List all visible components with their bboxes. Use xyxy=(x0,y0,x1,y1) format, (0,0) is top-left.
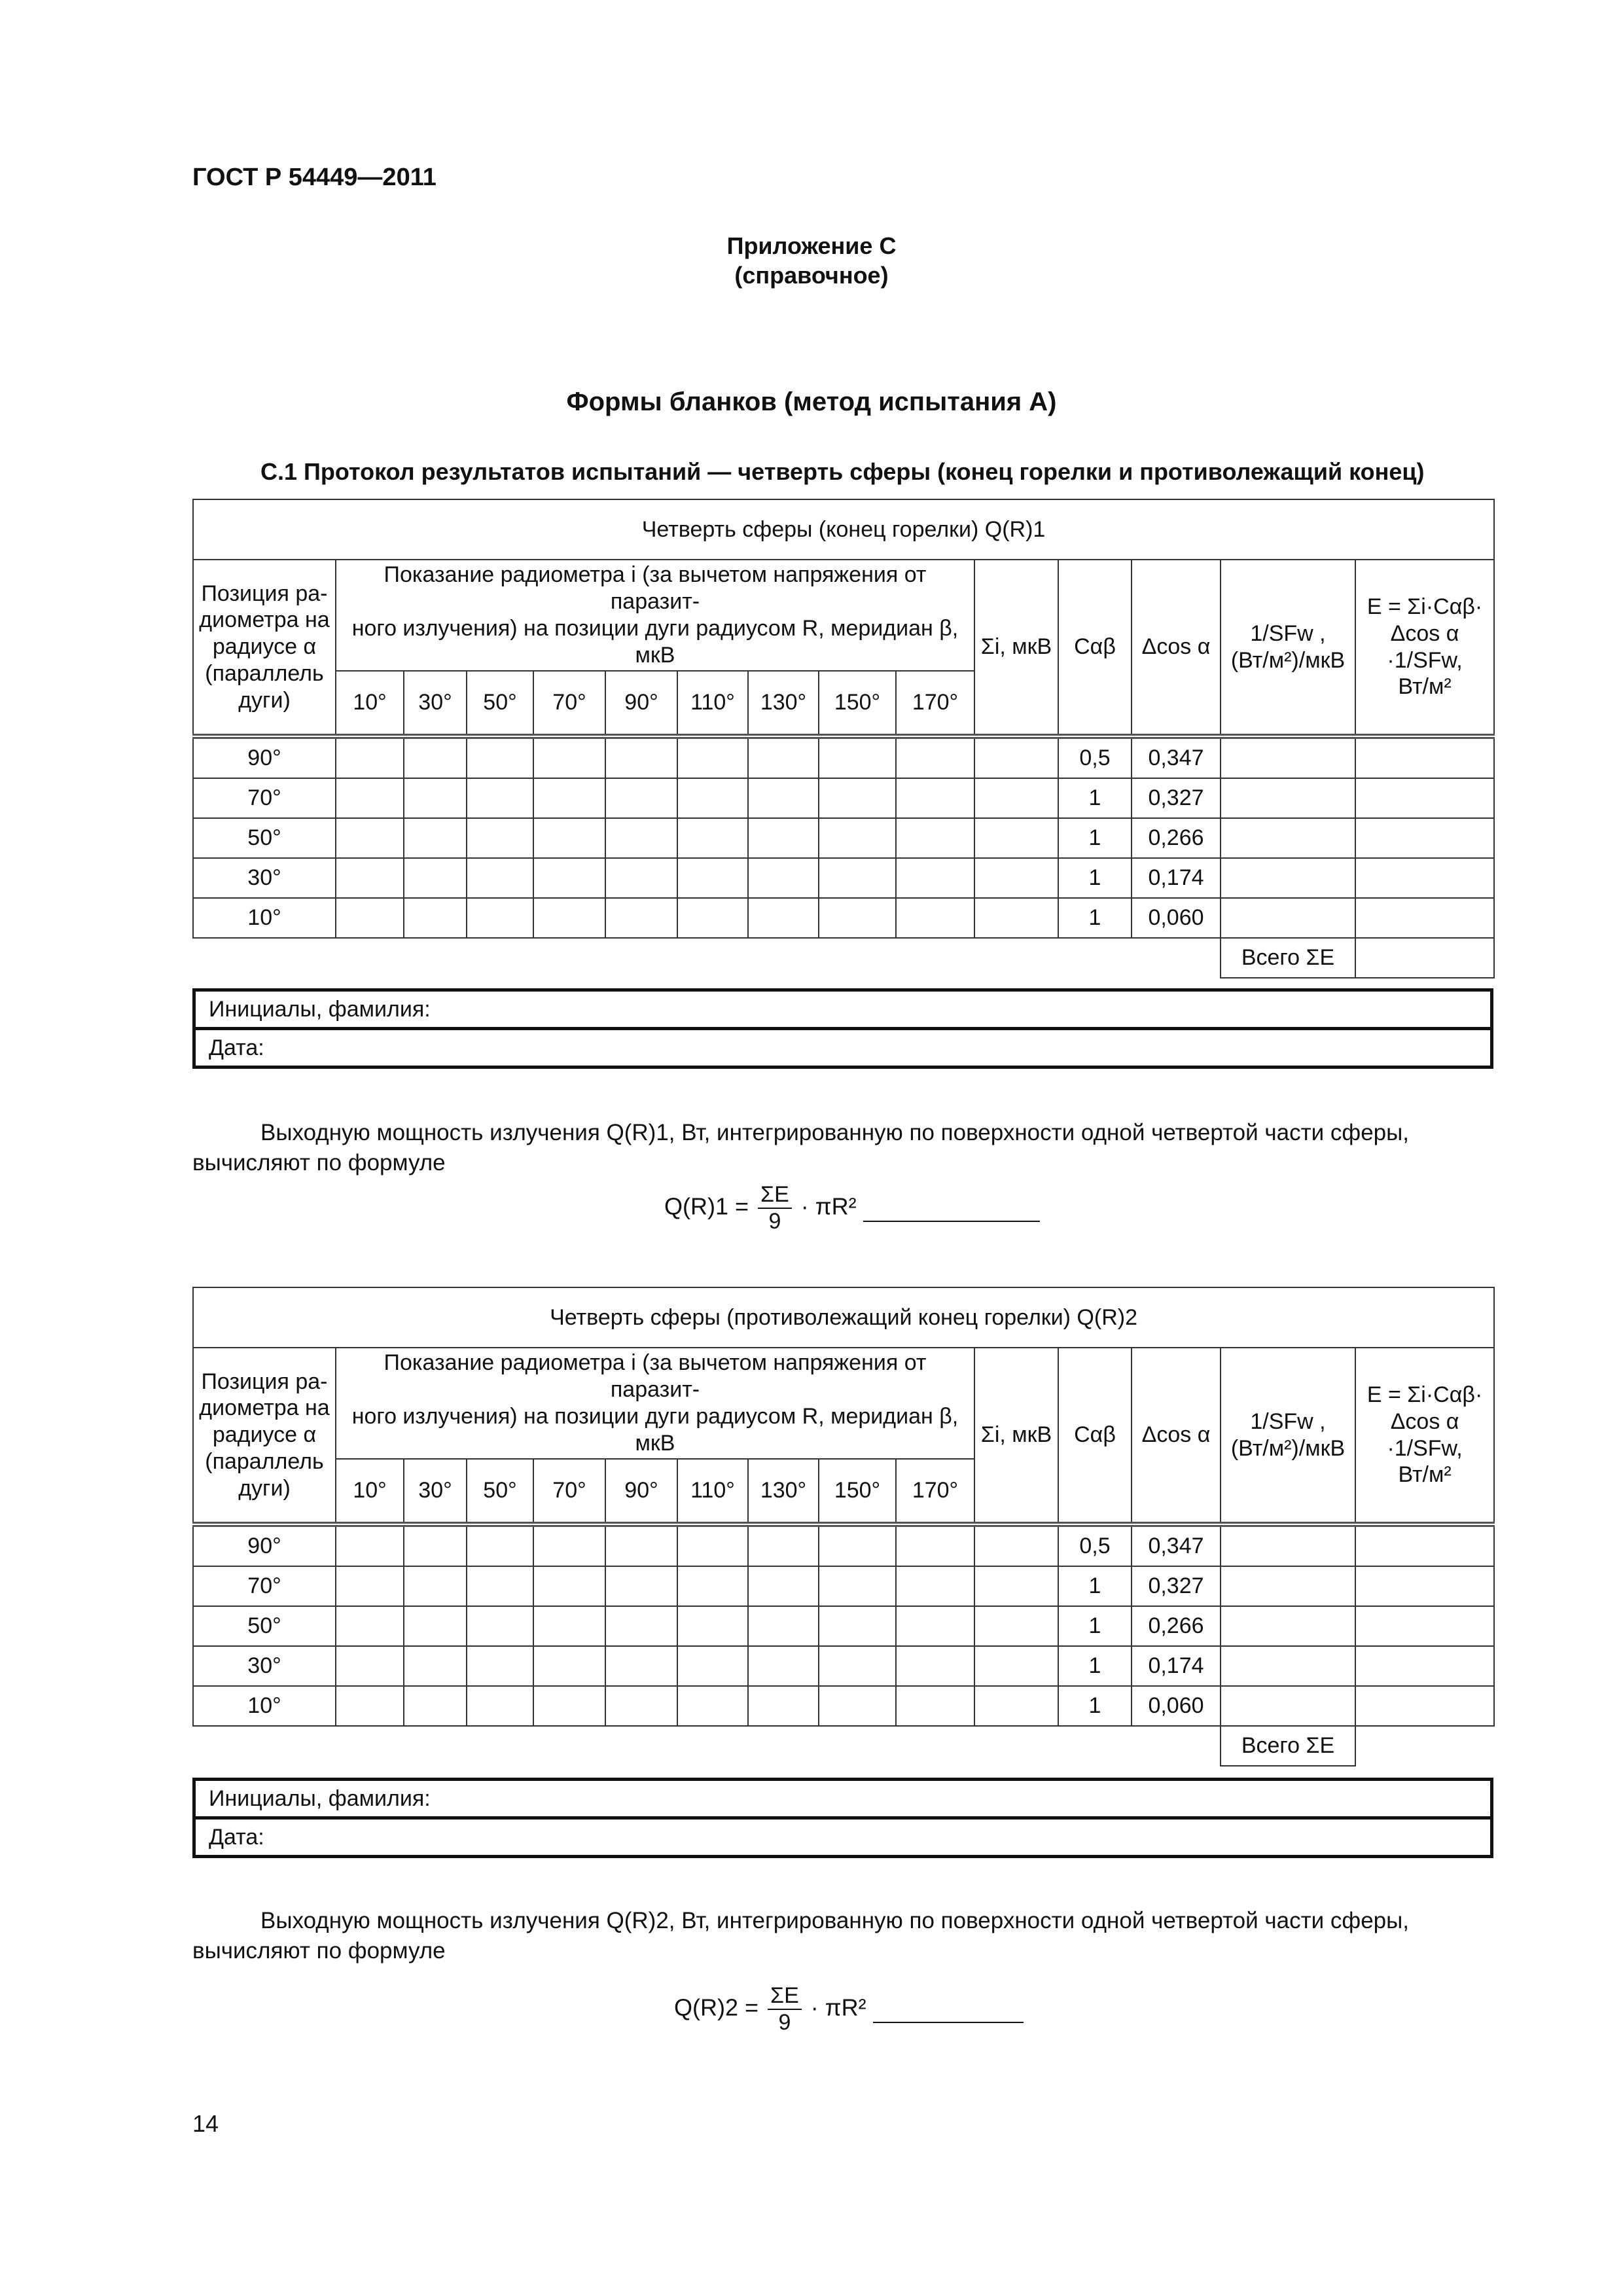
date-field[interactable]: Дата: xyxy=(194,1029,1492,1067)
col-header-sf: 1/SFw , (Вт/м²)/мкВ xyxy=(1221,1348,1355,1524)
signature-block-2 xyxy=(192,1778,1493,1858)
formula-2-blank[interactable] xyxy=(873,1994,1024,2023)
position-cell: 50° xyxy=(193,1606,336,1646)
position-cell: 70° xyxy=(193,1566,336,1606)
c-value-cell: 1 xyxy=(1058,858,1132,898)
col-header-reading: Показание радиометра i (за вычетом напряжения от паразит- ного излучения) на позиции дуги радиусом R, меридиан β, мкВ xyxy=(336,1348,974,1459)
table-row xyxy=(193,736,1494,778)
meridian-header: 110° xyxy=(677,1459,748,1524)
col-header-position: Позиция ра-диометра на радиусе α (параллель дуги) xyxy=(193,560,336,736)
meridian-header: 70° xyxy=(533,1459,605,1524)
dcos-value-cell: 0,347 xyxy=(1132,736,1221,778)
c-value-cell: 1 xyxy=(1058,818,1132,858)
table-row xyxy=(193,1566,1494,1606)
subsection-title: С.1 Протокол результатов испытаний — четверть сферы (конец горелки и противолежащий конец) xyxy=(260,458,1425,485)
position-cell: 70° xyxy=(193,778,336,818)
table-row xyxy=(193,898,1494,938)
meridian-header: 90° xyxy=(605,671,677,736)
position-cell: 90° xyxy=(193,736,336,778)
table-row xyxy=(193,1646,1494,1686)
c-value-cell: 1 xyxy=(1058,1686,1132,1726)
table-row xyxy=(193,1686,1494,1726)
col-header-position: Позиция ра-диометра на радиусе α (параллель дуги) xyxy=(193,1348,336,1524)
dcos-value-cell: 0,060 xyxy=(1132,898,1221,938)
total-row xyxy=(193,1726,1494,1766)
table-row xyxy=(193,1606,1494,1646)
position-cell: 90° xyxy=(193,1524,336,1566)
formula-1: Q(R)1 = $\frac{\Sigma E}{9}$ · πR² xyxy=(664,1182,1040,1234)
col-header-e: E = Σi·Cαβ· Δcos α ·1/SFw, Вт/м² xyxy=(1355,1348,1494,1524)
document-code: ГОСТ Р 54449—2011 xyxy=(192,164,437,191)
meridian-header: 50° xyxy=(467,671,533,736)
dcos-value-cell: 0,266 xyxy=(1132,1606,1221,1646)
initials-field[interactable]: Инициалы, фамилия: xyxy=(194,1780,1492,1818)
col-header-c-ab: Cαβ xyxy=(1058,560,1132,736)
position-cell: 30° xyxy=(193,858,336,898)
table-row xyxy=(193,778,1494,818)
date-field[interactable]: Дата: xyxy=(194,1818,1492,1857)
meridian-header: 130° xyxy=(748,1459,819,1524)
meridian-header: 10° xyxy=(336,1459,404,1524)
initials-field[interactable]: Инициалы, фамилия: xyxy=(194,990,1492,1029)
meridian-header: 10° xyxy=(336,671,404,736)
col-header-dcos: Δcos α xyxy=(1132,560,1221,736)
page-number: 14 xyxy=(192,2110,219,2137)
meridian-header: 150° xyxy=(819,671,896,736)
dcos-value-cell: 0,266 xyxy=(1132,818,1221,858)
table-row xyxy=(193,818,1494,858)
dcos-value-cell: 0,327 xyxy=(1132,1566,1221,1606)
meridian-header: 170° xyxy=(896,1459,974,1524)
protocol-table-1 xyxy=(192,499,1495,978)
dcos-value-cell: 0,060 xyxy=(1132,1686,1221,1726)
meridian-header: 150° xyxy=(819,1459,896,1524)
paragraph-1: Выходную мощность излучения Q(R)1, Вт, интегрированную по поверхности одной четвертой части сферы, вычисляют по формуле xyxy=(192,1120,1410,1175)
c-value-cell: 1 xyxy=(1058,778,1132,818)
c-value-cell: 1 xyxy=(1058,1606,1132,1646)
section-title: Формы бланков (метод испытания А) xyxy=(566,387,1057,416)
col-header-sum-i: Σi, мкВ xyxy=(974,560,1058,736)
position-cell: 50° xyxy=(193,818,336,858)
signature-block-1 xyxy=(192,988,1493,1069)
total-value-cell xyxy=(1355,938,1494,978)
col-header-sum-i: Σi, мкВ xyxy=(974,1348,1058,1524)
c-value-cell: 1 xyxy=(1058,1566,1132,1606)
meridian-header: 70° xyxy=(533,671,605,736)
table-row xyxy=(193,1524,1494,1566)
formula-2: Q(R)2 = $\frac{\Sigma E}{9}$ · πR² xyxy=(674,1983,1024,2036)
meridian-header: 130° xyxy=(748,671,819,736)
c-value-cell: 0,5 xyxy=(1058,1524,1132,1566)
meridian-header: 170° xyxy=(896,671,974,736)
meridian-header: 30° xyxy=(404,1459,467,1524)
table-row xyxy=(193,858,1494,898)
total-label: Всего ΣE xyxy=(1221,938,1355,978)
position-cell: 10° xyxy=(193,898,336,938)
c-value-cell: 1 xyxy=(1058,898,1132,938)
dcos-value-cell: 0,174 xyxy=(1132,858,1221,898)
col-header-dcos: Δcos α xyxy=(1132,1348,1221,1524)
meridian-header: 50° xyxy=(467,1459,533,1524)
protocol-table-2 xyxy=(192,1287,1495,1767)
c-value-cell: 1 xyxy=(1058,1646,1132,1686)
table-title: Четверть сферы (противолежащий конец горелки) Q(R)2 xyxy=(193,1287,1494,1348)
position-cell: 30° xyxy=(193,1646,336,1686)
total-label: Всего ΣE xyxy=(1221,1726,1355,1766)
col-header-reading: Показание радиометра i (за вычетом напряжения от паразит- ного излучения) на позиции дуги радиусом R, меридиан β, мкВ xyxy=(336,560,974,671)
appendix-title: Приложение С xyxy=(726,232,897,259)
c-value-cell: 0,5 xyxy=(1058,736,1132,778)
table-title: Четверть сферы (конец горелки) Q(R)1 xyxy=(193,499,1494,560)
meridian-header: 110° xyxy=(677,671,748,736)
appendix-subtitle: (справочное) xyxy=(734,262,889,289)
col-header-c-ab: Cαβ xyxy=(1058,1348,1132,1524)
col-header-sf: 1/SFw , (Вт/м²)/мкВ xyxy=(1221,560,1355,736)
formula-1-blank[interactable] xyxy=(863,1193,1040,1222)
position-cell: 10° xyxy=(193,1686,336,1726)
meridian-header: 30° xyxy=(404,671,467,736)
meridian-header: 90° xyxy=(605,1459,677,1524)
paragraph-2: Выходную мощность излучения Q(R)2, Вт, интегрированную по поверхности одной четвертой части сферы, вычисляют по формуле xyxy=(192,1908,1410,1964)
dcos-value-cell: 0,347 xyxy=(1132,1524,1221,1566)
total-row xyxy=(193,938,1494,978)
dcos-value-cell: 0,174 xyxy=(1132,1646,1221,1686)
col-header-e: E = Σi·Cαβ· Δcos α ·1/SFw, Вт/м² xyxy=(1355,560,1494,736)
dcos-value-cell: 0,327 xyxy=(1132,778,1221,818)
